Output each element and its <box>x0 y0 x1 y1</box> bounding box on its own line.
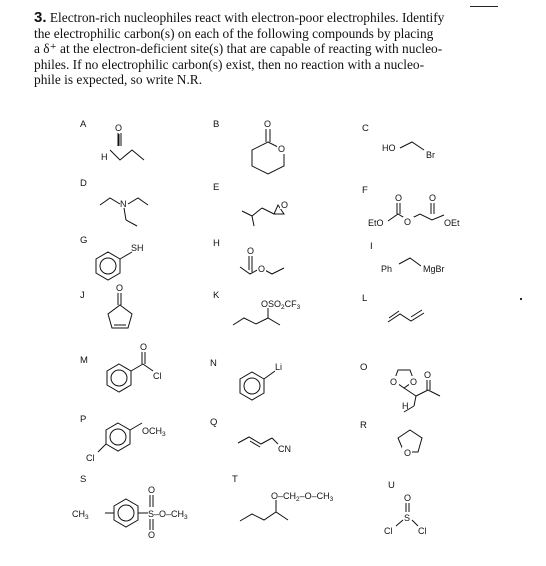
problem-line-4: philes. If no electrophilic carbon(s) exist, then no reaction with a nucleo- <box>34 56 425 72</box>
atom-c-ho: HO <box>382 143 396 153</box>
label-j: J <box>80 290 85 301</box>
atom-a-h: H <box>101 152 108 162</box>
structure-m <box>107 342 162 392</box>
atom-f-o1: O <box>395 193 403 203</box>
atom-i-mgbr: MgBr <box>423 264 445 274</box>
structure-u <box>384 493 427 536</box>
atom-o-o1: O <box>390 377 398 387</box>
atom-k-oso <box>261 299 301 311</box>
atom-h-o2: O <box>258 264 266 274</box>
structure-c <box>382 142 435 160</box>
atom-s-ch <box>72 509 89 521</box>
label-e: E <box>213 182 220 193</box>
atom-a-o: O <box>115 123 123 133</box>
atom-t-chain <box>271 491 334 503</box>
problem-number: 3. <box>34 9 47 26</box>
atom-r-o: O <box>404 448 412 458</box>
atom-c-br: Br <box>426 150 435 160</box>
atom-s-s-text: S <box>148 509 155 519</box>
structure-q <box>238 437 291 454</box>
atom-q-cn: CN <box>278 444 291 454</box>
atom-g-sh: SH <box>131 243 144 253</box>
atom-b-o2: O <box>278 144 286 154</box>
atom-s-sub3: 3 <box>85 514 89 521</box>
problem-line-3: a δ⁺ at the electron-deficient site(s) that are capable of reacting with nucleo- <box>34 41 443 57</box>
label-f: F <box>362 185 368 196</box>
atom-s-o2: O <box>148 530 156 540</box>
atom-f-oet: OEt <box>444 218 460 228</box>
label-b: B <box>213 119 220 130</box>
label-l: L <box>362 293 368 304</box>
atom-k-oso-text: OSO <box>261 299 282 309</box>
label-g: G <box>80 235 88 246</box>
label-t: T <box>232 474 238 485</box>
atom-t-sub2: 2 <box>296 496 300 503</box>
atom-k-cf: CF <box>284 299 297 309</box>
structure-g <box>96 243 144 280</box>
atom-f-o3: O <box>429 193 437 203</box>
atom-n-li: Li <box>275 362 283 372</box>
atom-e-o: O <box>281 200 289 210</box>
label-d: D <box>80 178 87 189</box>
structure-s <box>72 485 188 540</box>
atom-u-cl2: Cl <box>418 526 427 536</box>
structure-f <box>368 193 460 228</box>
atom-t-chain-text: O–CH <box>271 491 297 501</box>
label-p: P <box>80 414 87 425</box>
label-q: Q <box>210 417 218 428</box>
atom-k-sub2: 2 <box>281 304 285 311</box>
structure-n <box>240 362 282 400</box>
atom-s-s <box>148 509 188 521</box>
label-n: N <box>210 358 217 369</box>
structure-e <box>242 200 289 226</box>
atom-s-ch-text: CH <box>72 509 85 519</box>
atom-i-ph: Ph <box>381 264 393 274</box>
margin-dot <box>520 298 521 299</box>
structure-k <box>233 299 301 325</box>
label-u: U <box>388 480 395 491</box>
atom-u-s: S <box>404 513 411 523</box>
atom-f-o2: O <box>404 217 412 227</box>
structure-a <box>101 123 144 162</box>
problem-line-2: the electrophilic carbon(s) on each of the following compounds by placing <box>34 25 434 41</box>
atom-k-sub3: 3 <box>296 304 301 311</box>
atom-t-mid: –O–CH <box>299 491 330 501</box>
label-a: A <box>80 119 87 130</box>
atom-p-och-text: OCH <box>142 426 162 436</box>
atom-u-cl1: Cl <box>384 526 393 536</box>
structure-l <box>388 310 424 322</box>
label-o: O <box>360 362 368 373</box>
label-i: I <box>370 241 373 252</box>
atom-m-o: O <box>140 342 148 352</box>
atom-p-och <box>142 426 166 438</box>
label-m: M <box>80 355 88 366</box>
problem-line-5: phile is expected, so write N.R. <box>34 72 203 88</box>
structure-b <box>252 119 288 174</box>
atom-p-cl: Cl <box>86 453 95 463</box>
atom-b-o1: O <box>264 119 272 129</box>
atom-p-sub3: 3 <box>162 431 166 438</box>
structure-p <box>86 423 166 463</box>
atom-u-o: O <box>404 493 412 503</box>
atom-o-o3: O <box>424 370 432 380</box>
structure-o <box>390 370 440 412</box>
atom-h-o1: O <box>247 246 255 256</box>
problem-line-1: Electron-rich nucleophiles react with electron-poor electrophiles. Identify <box>49 10 445 25</box>
label-c: C <box>362 123 369 134</box>
label-r: R <box>360 420 367 431</box>
structure-d <box>100 198 148 226</box>
label-h: H <box>213 238 220 249</box>
label-s: S <box>80 474 87 485</box>
atom-s-o1: O <box>148 485 156 495</box>
structure-t <box>240 491 334 521</box>
atom-o-h: H <box>402 401 409 411</box>
atom-m-cl: Cl <box>153 371 162 381</box>
structure-r <box>398 430 422 458</box>
structure-j <box>108 283 132 328</box>
atom-j-o: O <box>116 283 124 293</box>
atom-s-sub3b: 3 <box>184 514 188 521</box>
atom-f-eto: EtO <box>368 218 384 228</box>
atom-t-sub3: 3 <box>329 496 334 503</box>
atom-o-o2: O <box>410 377 418 387</box>
atom-s-tail: –O–CH <box>154 509 185 519</box>
structure-h <box>240 246 284 274</box>
structure-i <box>381 258 445 274</box>
atom-d-n: N <box>120 199 127 209</box>
label-k: K <box>213 290 220 301</box>
